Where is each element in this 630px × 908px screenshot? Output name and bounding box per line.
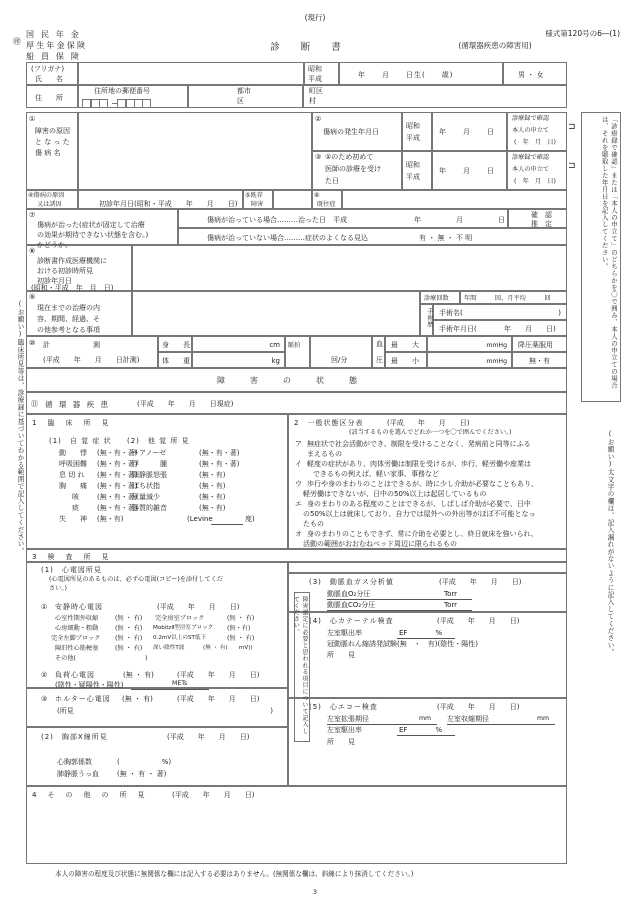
section6-input[interactable]	[342, 190, 567, 209]
zip-digit-grid-2[interactable]	[118, 99, 151, 108]
section10-number: ⑩	[29, 339, 36, 347]
general-state-marker[interactable]: エ	[295, 500, 302, 508]
disease-name-input[interactable]	[78, 112, 312, 190]
resting-ecg-right-opts[interactable]: (無 ・ 有( mV))	[203, 645, 253, 651]
other-findings-panel[interactable]	[26, 786, 567, 864]
section10-date-label: (平成 年 月 日計測)	[43, 356, 140, 364]
section3-confirm-statement[interactable]: 本人の申立て	[512, 166, 550, 173]
o2-input-line[interactable]	[327, 598, 472, 600]
general-state-text: できるもの例えば、軽い家事、事務など	[313, 470, 439, 478]
address-label: 住 所	[35, 94, 63, 102]
zip-digit[interactable]	[142, 99, 151, 108]
name-input[interactable]	[78, 62, 304, 85]
section7-number: ⑦	[29, 211, 36, 219]
section7-prognosis-options[interactable]: 有 ・ 無 ・ 不 明	[419, 234, 473, 242]
section7-healed-date: 年 月 日	[414, 216, 505, 224]
general-state-text: 歩行や身のまわりのことはできるが、時に少し介助が必要なこともあり、	[307, 480, 538, 488]
name-label: 氏 名	[35, 75, 63, 83]
catheter-ef-label: 左室駆出率	[327, 629, 362, 637]
levine-input-line[interactable]	[211, 523, 243, 525]
section7-confirm-label[interactable]: 確 認	[531, 211, 552, 219]
catheter-findings-label: 所 見	[327, 651, 355, 659]
echo-findings-label: 所 見	[327, 738, 355, 746]
pulmonary-congestion-label: 肺静脈うっ血	[57, 770, 99, 778]
subjective-item-name: 咳	[65, 493, 86, 501]
surgery-date-input[interactable]	[433, 320, 567, 336]
pulse-label-cell	[285, 336, 310, 368]
section1-label-1: 障害の原因	[35, 127, 70, 135]
brace-icon-1: ⊐	[568, 122, 576, 132]
ctr-label: 心胸郭係数	[57, 758, 92, 766]
section8-label-2: おける初診時所見	[37, 267, 93, 275]
section3-confirm-cell[interactable]	[507, 151, 567, 190]
xray-title: (2) 胸部X線所見	[41, 733, 108, 741]
resting-ecg-left-item: 陳旧性心筋梗塞	[55, 645, 99, 652]
weight-input[interactable]	[192, 352, 285, 368]
weight-label-cell	[158, 352, 192, 368]
section3-confirm-date[interactable]: ( 年 月 日)	[514, 178, 556, 185]
section10-label: 計 測	[43, 341, 103, 349]
subjective-item-name: 呼吸困難	[59, 460, 87, 468]
co2-label: 動脈血CO₂分圧	[327, 601, 376, 609]
section4-label2: 又は誘因	[37, 201, 62, 208]
visit-count-label-cell	[420, 291, 460, 304]
bp-max-label: 最 大	[391, 341, 419, 349]
holter-panel	[26, 688, 288, 727]
general-state-text: まえるもの	[307, 450, 342, 458]
section5-label-cell	[243, 190, 273, 209]
resting-ecg-label: 安静時心電図	[55, 603, 103, 611]
section8-label-1: 診断書作成医療機関に	[37, 257, 107, 265]
echo-systolic-input-line[interactable]	[447, 723, 555, 725]
surgery-name-close: )	[558, 309, 561, 317]
echo-ef-value[interactable]: EF %	[399, 726, 443, 734]
resting-ecg-right-item: 0.2mV以上のST低下	[153, 635, 207, 641]
section3-label-2: 医師の診療を受け	[325, 165, 381, 173]
section1-number: ①	[29, 115, 36, 123]
ecg-note-1: (心電図所見のあるものは、必ず心電図(コピー)を添付してくだ	[49, 576, 224, 583]
town-label-1: 町区	[309, 87, 323, 95]
surgery-name-label: 手術名(	[439, 309, 463, 317]
section8-label-4: (昭和・平成 年 月 日)	[31, 284, 114, 292]
bp-min-input[interactable]	[427, 352, 512, 368]
section2-date-input[interactable]	[432, 112, 507, 151]
section3-era-heisei: 平成	[406, 173, 420, 181]
birth-era-cell[interactable]	[304, 62, 339, 85]
tests-heading: 3 検 査 所 見	[32, 553, 111, 561]
weight-unit: kg	[271, 357, 280, 365]
section6-label-cell	[312, 190, 342, 209]
blood-gas-date: (平成 年 月 日)	[439, 578, 522, 586]
section2-era-showa: 昭和	[406, 122, 420, 130]
tests-right-spacer	[288, 562, 567, 573]
gender-select[interactable]	[503, 62, 567, 85]
ctr-value[interactable]: ( %)	[117, 758, 172, 766]
general-state-instruction: (該当するものを選んでどれか一つを〇で囲んでください。)	[349, 429, 512, 436]
section5-input[interactable]	[273, 190, 312, 209]
holter-findings-close: )	[270, 707, 273, 715]
visit-count-input[interactable]	[460, 291, 567, 304]
section11-row	[26, 392, 567, 414]
section3-era-showa: 昭和	[406, 161, 420, 169]
bp-min-unit: mmHg	[486, 358, 507, 365]
bp-min-label: 最 小	[391, 357, 419, 365]
other-findings-date: (平成 年 月 日)	[172, 791, 255, 799]
catheter-panel	[288, 612, 567, 698]
bp-vertical-2: 圧	[376, 356, 383, 364]
catheter-ef-value[interactable]: EF %	[399, 629, 443, 637]
section7-label-1: 傷病が治った(症状が固定して治療	[37, 221, 145, 229]
section1-label-2: と な っ た	[35, 138, 70, 146]
echo-panel	[288, 698, 567, 786]
section2-confirm-date[interactable]: ( 年 月 日)	[514, 139, 556, 146]
general-state-text: 身のまわりのある程度のことはできるが、しばしば介助が必要で、日中	[307, 500, 531, 508]
objective-item-name: 尿量減少	[132, 493, 160, 501]
section2-confirm-record[interactable]: 診療録で確認	[512, 115, 550, 122]
section3-date-input[interactable]	[432, 151, 507, 190]
co2-unit: Torr	[444, 601, 458, 609]
section4-input[interactable]	[78, 190, 243, 209]
resting-ecg-right-opts[interactable]: (無・有)	[227, 625, 251, 632]
genko-label: (現行)	[304, 13, 326, 22]
bp-max-unit: mmHg	[486, 342, 507, 349]
insurance-line-1: 国 民 年 金	[26, 30, 82, 39]
section7-label-cell	[26, 209, 178, 249]
general-state-text: 軽度の症状があり、肉体労働は制限を受けるが、歩行、軽労働や座業は	[307, 460, 531, 468]
gender-label: 男 ・ 女	[518, 71, 544, 79]
city-input[interactable]	[188, 85, 303, 108]
subjective-item-name: 痰	[65, 504, 86, 512]
height-label: 身 長	[162, 341, 190, 349]
surgery-history-label-cell	[420, 304, 433, 336]
objective-item-options[interactable]: (無・有)	[199, 504, 226, 512]
ecg-panel	[26, 562, 288, 688]
echo-diastolic-unit: mm	[419, 715, 432, 722]
section10-label-cell	[26, 336, 158, 368]
section7-not-healed-label: 傷病が治っていない場合………症状のよくなる見込	[207, 234, 368, 242]
bp-min-label-cell	[385, 352, 427, 368]
section4-label-cell	[26, 190, 78, 209]
subjective-item-name: 息 切 れ	[59, 471, 85, 479]
section11-number: ⑪	[31, 400, 38, 408]
stress-ecg-label: 負荷心電図	[55, 671, 95, 679]
section3-number: ③	[315, 153, 322, 161]
section7-confirm-cell[interactable]	[508, 209, 567, 228]
insurance-line-3: 船 員 保 険	[26, 52, 82, 61]
stress-ecg-opts[interactable]: (無 ・ 有)	[123, 671, 154, 679]
antihypertensive-label: 降圧薬服用	[518, 341, 553, 349]
seal-mark-icon: ㊞	[13, 37, 21, 46]
resting-ecg-other-close: )	[145, 655, 148, 662]
section2-era-heisei: 平成	[406, 134, 420, 142]
echo-systolic-unit: mm	[537, 715, 550, 722]
form-usage: (循環器疾患の障害用)	[458, 41, 532, 50]
resting-ecg-right-item: 完全房室ブロック	[155, 615, 205, 622]
section4-number: ④傷病の原因	[28, 192, 65, 199]
page-number: 3	[312, 888, 318, 896]
pulse-label: 脈拍	[288, 342, 301, 349]
height-unit: cm	[269, 341, 280, 349]
zip-cell[interactable]	[78, 85, 188, 108]
section8-label-cell	[26, 245, 132, 291]
catheter-ef-input-line[interactable]	[397, 637, 455, 639]
zip-digit-grid[interactable]	[83, 99, 108, 108]
general-state-panel	[288, 414, 567, 549]
height-label-cell	[158, 336, 192, 352]
birth-date-input[interactable]	[339, 62, 503, 85]
town-input[interactable]	[303, 85, 567, 108]
section8-input[interactable]	[132, 245, 567, 291]
stress-ecg-date: (平成 年 月 日)	[177, 671, 260, 679]
section6-number: ⑥	[314, 192, 320, 199]
resting-ecg-other-label: その他(	[55, 655, 76, 662]
footer-note: 本人の障害の程度及び状態に無関係な欄には記入する必要はありません。(無関係な欄は、斜線により抹消してください。)	[55, 870, 414, 878]
echo-systolic-label: 左室収縮期径	[447, 715, 489, 723]
section9-label-cell	[26, 291, 132, 336]
address-label-cell	[26, 85, 78, 108]
right-top-vertical-note: 「診療録で確認」または「本人の申立て」のどちらかを〇で囲み、本人の申立ての場合は、それを聴取した年月日を記入してください。	[600, 116, 618, 389]
section3-date-label: 年 月 日	[439, 167, 495, 175]
section2-label-cell	[312, 112, 402, 151]
resting-ecg-left-item: 完全左脚ブロック	[51, 635, 101, 642]
general-state-marker[interactable]: イ	[295, 460, 302, 468]
section9-label-3: の他参考となる事項	[37, 326, 100, 334]
tests-heading-row	[26, 549, 567, 562]
section2-date-label: 年 月 日	[439, 128, 495, 136]
holter-opts[interactable]: (無 ・ 有)	[122, 695, 153, 703]
left-vertical-note: (お願い)臨床所見等は、診療録に基づいてわかる範囲で記入してください。	[16, 300, 24, 555]
general-state-text: 身のまわりのこともできず、常に介助を必要とし、終日就床を強いられ、	[307, 530, 538, 538]
section2-number: ②	[315, 115, 322, 123]
furigana-label: (フリガナ)	[31, 65, 65, 73]
o2-label: 動脈血O₂分圧	[327, 590, 371, 598]
general-state-marker[interactable]: オ	[295, 530, 302, 538]
subjective-item-options[interactable]: (無・有・著)	[97, 482, 138, 490]
section2-era-cell[interactable]	[402, 112, 432, 151]
disease-name-label-cell	[26, 112, 78, 190]
spasm-test-opts[interactable]: (無 ・ 有)(陰性・陽性)	[397, 640, 478, 648]
blood-gas-panel	[288, 573, 567, 612]
zip-digit[interactable]	[99, 99, 108, 108]
holter-findings-label: (所見	[57, 707, 74, 715]
subjective-item-name: 胸 痛	[59, 482, 87, 490]
disability-state-banner	[26, 368, 567, 392]
subjective-item-options[interactable]: (無・有・著)	[97, 493, 138, 501]
stress-ecg-number: ②	[41, 671, 48, 679]
section3-label-cell	[312, 151, 402, 190]
subjective-title: (1) 自 覚 症 状	[49, 437, 112, 445]
ecg-note-2: さい。)	[49, 585, 67, 592]
visit-count-label: 診療回数	[424, 295, 449, 302]
resting-ecg-date: (平成 年 月 日)	[157, 603, 240, 611]
echo-diastolic-input-line[interactable]	[327, 723, 437, 725]
page-title: 診 断 書	[270, 42, 350, 53]
first-visit-date-label: 初診年月日(昭和・平成 年 月 日)	[99, 200, 238, 208]
subjective-item-options[interactable]: (無・有・著)	[97, 471, 138, 479]
section1-label-3: 傷 病 名	[35, 149, 61, 157]
resting-ecg-right-item: MobitzⅡ型房室ブロック	[153, 625, 214, 631]
general-state-text: 活動の範囲がおおむねベッド周辺に限られるもの	[303, 540, 457, 548]
section7-estimate-label[interactable]: 推 定	[531, 220, 552, 228]
section7-healed-row[interactable]	[178, 209, 508, 228]
section3-label-1: ①のため初めて	[325, 153, 374, 161]
objective-item-options[interactable]: (無・有・著)	[199, 460, 240, 468]
general-state-text: たもの	[303, 520, 324, 528]
echo-diastolic-label: 左室拡張期径	[327, 715, 369, 723]
pulse-unit: 回/分	[331, 356, 348, 364]
bp-label-cell	[372, 336, 385, 368]
section5-number: ⑤既存	[245, 192, 263, 199]
o2-unit: Torr	[444, 590, 458, 598]
insurance-line-2: 厚生年金保険	[26, 41, 88, 50]
general-state-text: 無症状で社会活動ができ、制限を受けることなく、発病前と同等にふる	[307, 440, 531, 448]
resting-ecg-left-opts[interactable]: (無 ・ 有)	[115, 635, 143, 642]
general-state-heading: 2 一般状態区分表	[294, 419, 364, 427]
holter-label: ホルター心電図	[55, 695, 111, 703]
resting-ecg-left-item: 心室性期外収縮	[55, 615, 99, 622]
zip-dash	[112, 103, 117, 104]
general-state-text: 軽労働はできないが、日中の50%以上は起居しているもの	[303, 490, 487, 498]
section2-label: 傷病の発生年月日	[323, 128, 379, 136]
xray-date: (平成 年 月 日)	[167, 733, 250, 741]
general-state-text: の50%以上は就床しており、自力では屋外への外出等がほぼ不可能となっ	[303, 510, 536, 518]
blood-gas-title: (3) 動脈血ガス分析値	[309, 578, 394, 586]
objective-item-name: 浮 腫	[132, 460, 167, 468]
section9-input[interactable]	[132, 291, 420, 336]
subjective-item-options[interactable]: (無・有・著)	[97, 449, 138, 457]
birth-date-label: 年 月 日生( 歳)	[358, 71, 454, 79]
co2-input-line[interactable]	[327, 609, 472, 611]
clinical-heading: 1 臨 床 所 見	[32, 419, 111, 427]
section5-label: 障害	[251, 201, 264, 208]
era-showa-label: 昭和	[308, 65, 322, 73]
surgery-date-value: 年 月 日)	[504, 325, 556, 333]
resting-ecg-right-opts[interactable]: (無 ・ 有)	[227, 635, 255, 642]
resting-ecg-left-opts[interactable]: (無 ・ 有)	[115, 625, 143, 632]
visit-count-value: 年間 回、月平均 回	[464, 295, 551, 302]
antihypertensive-label-cell	[512, 336, 567, 352]
other-findings-heading: 4 そ の 他 の 所 見	[32, 791, 147, 799]
section7-label-3: かどうか。	[37, 241, 72, 249]
spasm-test-label: 冠動脈れん縮誘発試験	[327, 640, 397, 648]
height-input[interactable]	[192, 336, 285, 352]
resting-ecg-left-opts[interactable]: (無 ・ 有)	[115, 645, 143, 652]
subjective-item-options[interactable]: (無・有・著)	[97, 504, 138, 512]
general-state-marker[interactable]: ウ	[295, 480, 302, 488]
objective-item-name: ばち状指	[132, 482, 160, 490]
objective-item-options[interactable]: (無・有)	[199, 471, 226, 479]
echo-ef-input-line[interactable]	[397, 734, 455, 736]
objective-item-name: チアノーゼ	[132, 449, 167, 457]
section2-confirm-statement[interactable]: 本人の申立て	[512, 127, 550, 134]
section7-healed-label: 傷病が治っている場合………治った日 平成	[207, 216, 347, 224]
objective-item-options[interactable]: (無・有・著)	[199, 449, 240, 457]
ecg-title: (1) 心電図所見	[41, 566, 102, 574]
subjective-item-options[interactable]: (無・有・著)	[97, 460, 138, 468]
surgery-name-input[interactable]	[433, 304, 567, 320]
bp-vertical-1: 血	[376, 340, 383, 348]
furigana-name-label-cell	[26, 62, 78, 85]
section7-label-2: の効果が期待できない状態を含む。)	[37, 231, 149, 239]
holter-date: (平成 年 月 日)	[177, 695, 260, 703]
antihypertensive-options[interactable]	[512, 352, 567, 368]
resting-ecg-left-item: 心房細動・粗動	[55, 625, 99, 632]
zip-label: 住所地の郵便番号	[94, 87, 150, 95]
objective-item-options[interactable]: (無・有)	[199, 482, 226, 490]
stress-ecg-mets-label: METs	[172, 680, 188, 687]
holter-number: ③	[41, 695, 48, 703]
brace-icon-2: ⊐	[568, 161, 576, 171]
objective-item-name: 頸静脈怒張	[132, 471, 167, 479]
section11-date: (平成 年 月 日現症)	[137, 400, 234, 408]
form-number: 様式第120号の6―(1)	[545, 29, 620, 38]
section11-label: 循 環 器 疾 患	[45, 400, 111, 409]
resting-ecg-right-item: 深い陰性T波	[153, 645, 185, 651]
weight-label: 体 重	[162, 357, 190, 365]
bp-max-label-cell	[385, 336, 427, 352]
levine-unit: 度)	[245, 515, 255, 523]
catheter-date: (平成 年 月 日)	[437, 617, 520, 625]
levine-label: (Levine	[187, 515, 213, 523]
general-state-date: (平成 年 月 日)	[387, 419, 470, 427]
echo-title: (5) 心エコー検査	[309, 703, 378, 711]
subjective-item-options[interactable]: (無・有)	[97, 515, 124, 523]
subjective-item-name: 動 悸	[59, 449, 87, 457]
right-bottom-vertical-note: (お願い)太文字の欄は、記入漏れがないように記入してください。	[606, 430, 614, 656]
clinical-findings-panel	[26, 414, 288, 549]
middle-vertical-note: 障害認定に必要と思われる項目について記入してください。	[292, 596, 308, 735]
section6-label: 既往症	[317, 201, 336, 208]
echo-date: (平成 年 月 日)	[437, 703, 520, 711]
pulse-input[interactable]	[310, 336, 372, 368]
subjective-item-name: 失 神	[59, 515, 87, 523]
resting-ecg-right-opts[interactable]: (無 ・ 有)	[227, 615, 255, 622]
section3-confirm-record[interactable]: 診療録で確認	[512, 154, 550, 161]
objective-item-options[interactable]: (無・有)	[199, 493, 226, 501]
section7-not-healed-row[interactable]	[178, 228, 567, 245]
section3-label-3: た日	[325, 177, 339, 185]
bp-max-input[interactable]	[427, 336, 512, 352]
city-label-1: 都市	[237, 87, 251, 95]
city-label-2: 区	[237, 97, 244, 105]
surgery-date-label: 手術年月日(	[439, 325, 477, 333]
section9-label-1: 現在までの治療の内	[37, 304, 100, 312]
section8-number: ⑧	[29, 247, 36, 255]
objective-item-name: 器質的雑音	[132, 504, 167, 512]
section9-label-2: 容、期間、経過、そ	[37, 315, 100, 323]
pulmonary-congestion-opts[interactable]: (無 ・ 有 ・ 著)	[117, 770, 167, 778]
surgery-history-vertical-label: 手術歴	[425, 308, 433, 328]
era-heisei-label: 平成	[308, 75, 322, 83]
section9-number: ⑨	[29, 293, 36, 301]
catheter-title: (4) 心カテーテル検査	[309, 617, 394, 625]
disability-state-banner-text: 障 害 の 状 態	[217, 376, 360, 385]
town-label-2: 村	[309, 97, 316, 105]
resting-ecg-number: ①	[41, 603, 48, 611]
echo-ef-label: 左室駆出率	[327, 726, 362, 734]
section2-confirm-cell[interactable]	[507, 112, 567, 151]
general-state-marker[interactable]: ア	[295, 440, 302, 448]
objective-title: (2) 他 覚 所 見	[127, 437, 190, 445]
resting-ecg-left-opts[interactable]: (無 ・ 有)	[115, 615, 143, 622]
section8-label-3: 初診年月日	[37, 277, 72, 285]
section3-era-cell[interactable]	[402, 151, 432, 190]
antihypertensive-opts[interactable]: 無・有	[529, 357, 550, 365]
xray-panel	[26, 727, 288, 786]
stress-ecg-result-opts[interactable]: (陰性・疑陽性・陽性)	[55, 681, 124, 689]
